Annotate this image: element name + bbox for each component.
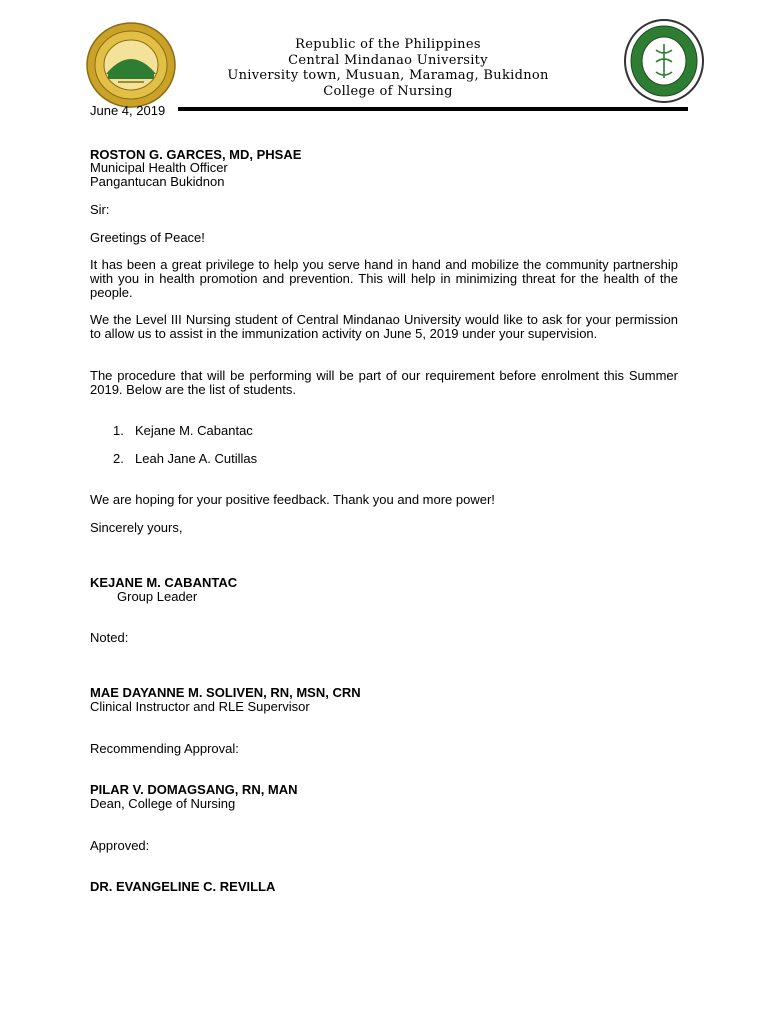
signatory-role: Group Leader bbox=[117, 589, 198, 604]
approved-name: DR. EVANGELINE C. REVILLA bbox=[90, 879, 276, 894]
greeting: Greetings of Peace! bbox=[90, 230, 205, 245]
approved-label: Approved: bbox=[90, 838, 150, 853]
salutation: Sir: bbox=[90, 202, 110, 217]
university-seal-left bbox=[86, 22, 176, 108]
list-item-number: 1. bbox=[113, 423, 124, 438]
header-line-1: Republic of the Philippines bbox=[295, 37, 481, 52]
noted-role: Clinical Instructor and RLE Supervisor bbox=[90, 699, 310, 714]
list-item: Kejane M. Cabantac bbox=[135, 423, 253, 438]
noted-label: Noted: bbox=[90, 630, 129, 645]
noted-name: MAE DAYANNE M. SOLIVEN, RN, MSN, CRN bbox=[90, 685, 361, 700]
college-seal-right bbox=[624, 18, 704, 104]
letter-date: June 4, 2019 bbox=[90, 103, 166, 118]
header-line-3: University town, Musuan, Maramag, Bukidnon bbox=[227, 68, 549, 83]
list-item: Leah Jane A. Cutillas bbox=[135, 451, 258, 466]
recommending-name: PILAR V. DOMAGSANG, RN, MAN bbox=[90, 782, 298, 797]
header-line-2: Central Mindanao University bbox=[288, 53, 488, 68]
recipient-place: Pangantucan Bukidnon bbox=[90, 174, 225, 189]
closing-line: We are hoping for your positive feedback. Thank you and more power! bbox=[90, 492, 495, 507]
paragraph-2: We the Level III Nursing student of Central Mindanao University would like to ask for your permission to allow us to assist in the immunization activity on June 5, 2019 under your supervision. bbox=[90, 312, 678, 341]
closing: Sincerely yours, bbox=[90, 520, 183, 535]
header-divider bbox=[178, 107, 688, 111]
signatory-name: KEJANE M. CABANTAC bbox=[90, 575, 238, 590]
recommending-role: Dean, College of Nursing bbox=[90, 796, 236, 811]
recipient-title: Municipal Health Officer bbox=[90, 160, 228, 175]
recommending-label: Recommending Approval: bbox=[90, 741, 239, 756]
header-line-4: College of Nursing bbox=[323, 84, 453, 99]
recipient-name: ROSTON G. GARCES, MD, PHSAE bbox=[90, 147, 302, 162]
list-item-number: 2. bbox=[113, 451, 124, 466]
paragraph-3: The procedure that will be performing will be part of our requirement before enrolment this Summer 2019. Below are the list of students. bbox=[90, 368, 678, 397]
paragraph-1: It has been a great privilege to help you serve hand in hand and mobilize the community partnership with you in health promotion and prevention. This will help in minimizing threat for the health of the people. bbox=[90, 257, 678, 300]
